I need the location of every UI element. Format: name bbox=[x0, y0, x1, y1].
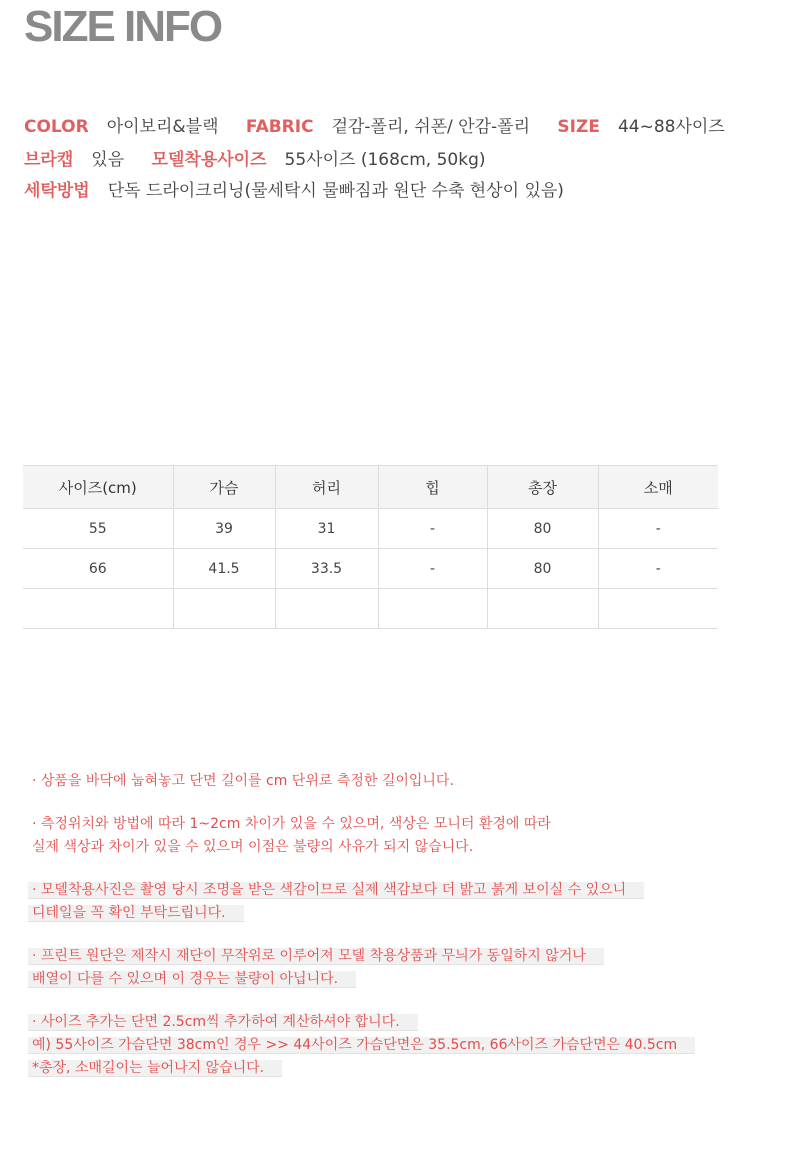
table-cell: 80 bbox=[487, 549, 598, 589]
table-cell: 39 bbox=[173, 509, 275, 549]
size-value: 44~88사이즈 bbox=[617, 117, 725, 137]
table-header-row bbox=[23, 466, 718, 509]
table-cell: 41.5 bbox=[173, 549, 275, 589]
table-cell: 33.5 bbox=[275, 549, 378, 589]
fabric-label: FABRIC bbox=[245, 117, 314, 137]
note-print-fabric bbox=[28, 945, 695, 991]
note-line: 디테일을 꼭 확인 부탁드립니다. bbox=[28, 905, 244, 922]
header-chest: 가슴 bbox=[173, 466, 275, 509]
notes-section bbox=[28, 770, 695, 1100]
note-line: · 측정위치와 방법에 따라 1~2cm 차이가 있을 수 있으며, 색상은 모니터 환경에 따라 bbox=[32, 816, 551, 832]
wash-value: 단독 드라이크리닝(물세탁시 물빠짐과 원단 수축 현상이 있음) bbox=[107, 181, 564, 201]
size-table bbox=[23, 465, 718, 629]
table-cell: 66 bbox=[23, 549, 173, 589]
note-line: · 사이즈 추가는 단면 2.5cm씩 추가하여 계산하셔야 합니다. bbox=[28, 1014, 418, 1031]
table-cell: 55 bbox=[23, 509, 173, 549]
table-cell: 31 bbox=[275, 509, 378, 549]
table-cell bbox=[23, 589, 173, 629]
wash-label: 세탁방법 bbox=[24, 181, 90, 201]
size-label: SIZE bbox=[557, 117, 600, 137]
note-line: · 모델착용사진은 촬영 당시 조명을 받은 색감이므로 실제 색감보다 더 밝고 붉게 보이실 수 있으니 bbox=[28, 882, 644, 899]
header-hip: 힙 bbox=[378, 466, 487, 509]
note-model-photo bbox=[28, 879, 695, 925]
note-line: 실제 색상과 차이가 있을 수 있으며 이점은 불량의 사유가 되지 않습니다. bbox=[32, 839, 474, 855]
header-length: 총장 bbox=[487, 466, 598, 509]
note-size-calc bbox=[28, 1011, 695, 1080]
info-row-1 bbox=[24, 112, 747, 137]
color-value: 아이보리&블랙 bbox=[106, 117, 219, 137]
bracap-label: 브라캡 bbox=[24, 150, 74, 170]
table-row bbox=[23, 549, 718, 589]
color-label: COLOR bbox=[24, 117, 89, 137]
note-line: · 상품을 바닥에 눕혀놓고 단면 길이를 cm 단위로 측정한 길이입니다. bbox=[32, 773, 454, 789]
table-cell bbox=[487, 589, 598, 629]
note-line: 배열이 다를 수 있으며 이 경우는 불량이 아닙니다. bbox=[28, 971, 356, 988]
table-cell: - bbox=[378, 509, 487, 549]
info-row-2 bbox=[24, 145, 508, 170]
table-row bbox=[23, 509, 718, 549]
header-sleeve: 소매 bbox=[598, 466, 718, 509]
note-line: *총장, 소매길이는 늘어나지 않습니다. bbox=[28, 1060, 282, 1077]
page-title: SIZE INFO bbox=[24, 2, 222, 51]
header-size: 사이즈(cm) bbox=[23, 466, 173, 509]
header-waist: 허리 bbox=[275, 466, 378, 509]
info-row-3 bbox=[24, 176, 586, 201]
model-size-label: 모델착용사이즈 bbox=[151, 150, 267, 170]
model-size-value: 55사이즈 (168cm, 50kg) bbox=[284, 150, 486, 170]
table-cell bbox=[598, 589, 718, 629]
table-cell: 80 bbox=[487, 509, 598, 549]
table-cell bbox=[378, 589, 487, 629]
note-variance bbox=[28, 813, 695, 859]
table-cell bbox=[275, 589, 378, 629]
fabric-value: 겉감-폴리, 쉬폰/ 안감-폴리 bbox=[331, 117, 531, 137]
table-row bbox=[23, 589, 718, 629]
note-measurement bbox=[28, 770, 695, 793]
table-cell: - bbox=[598, 509, 718, 549]
table-cell bbox=[173, 589, 275, 629]
table-cell: - bbox=[378, 549, 487, 589]
note-line: 예) 55사이즈 가슴단면 38cm인 경우 >> 44사이즈 가슴단면은 35.5cm, 66사이즈 가슴단면은 40.5cm bbox=[28, 1037, 695, 1054]
table-cell: - bbox=[598, 549, 718, 589]
bracap-value: 있음 bbox=[91, 150, 125, 170]
note-line: · 프린트 원단은 제작시 재단이 무작위로 이루어져 모델 착용상품과 무늬가 동일하지 않거나 bbox=[28, 948, 604, 965]
